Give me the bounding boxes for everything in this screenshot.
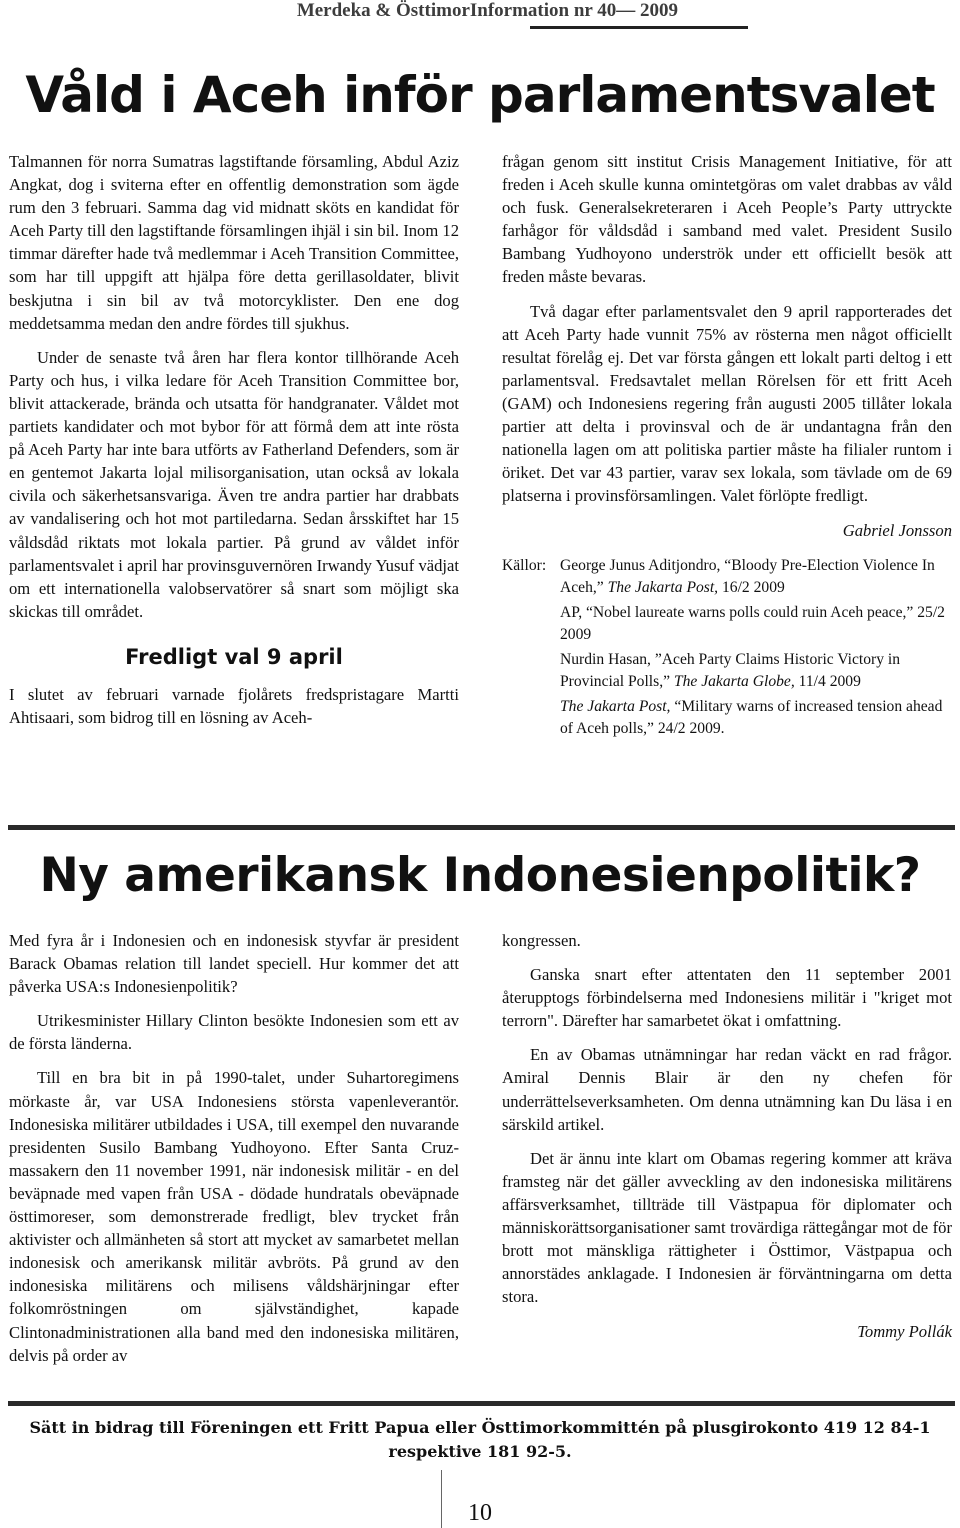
running-header [0, 0, 960, 26]
page-number: 10 [468, 1500, 492, 1526]
source-item: AP, “Nobel laureate warns polls could ruin Aceh peace,” 25/2 2009 [560, 603, 945, 643]
article1-author: Gabriel Jonsson [842, 521, 952, 541]
article2-paragraph: Utrikesminister Hillary Clinton besökte Indonesien som ett av de första länderna. [9, 1011, 459, 1054]
article2-paragraph: En av Obamas utnämningar har redan väckt en rad frågor. Amiral Dennis Blair är den ny chefen för underrättelseverksamheten. Om denna utnämning kan Du läsa i en särskild artikel. [502, 1045, 952, 1134]
source-item [560, 696, 952, 741]
article2-paragraph: Ganska snart efter attentaten den 11 september 2001 återupptogs förbindelserna med Indonesiens militär i "kriget mot terrorn". Därefter har samarbetet ökat i omfattning. [502, 965, 952, 1031]
article1-subheading: Fredligt val 9 april [125, 644, 343, 669]
article1-paragraph: Två dagar efter parlamentsvalet den 9 april rapporterades det att Aceh Party hade vunnit 75% av rösterna men något officiellt resultat förelåg ej. Det var första gången ett lokalt parti deltog i ett parlamentsval. Fredsavtalet mellan Rörelsen för ett fritt Aceh (GAM) och Indonesiens regering från augusti 2005 tillåter lokala partier att delta i provinsval och de är undantagna från den nationella lagen om att politiska partier måste ha filialer runtom i öriket. Det var 43 partier, varav sex lokala, som tävlade om de 69 platserna i provinsförsamlingen. Valet förlöpte fredligt. [502, 301, 952, 506]
source-text: Nurdin Hasan, ”Aceh Party Claims Historic Victory in Provincial Polls,” [560, 650, 901, 690]
article1-paragraph: Under de senaste två åren har flera kontor tillhörande Aceh Party och hus, i vilka ledare för Aceh Transition Committee bor, blivit attackerade, brända och utsatta för handgranater. Våldet mot partiets kandidater och mot bybor för att förmå dem att inte rösta på Aceh Party har inte bara utförts av Fatherland Defenders, som är en gentemot Jakarta lojal milisorganisation, utan också av lokala civila och säkerhetsansvariga. Även tre andra partier har drabbats av vandalisering och hot mot partiledarna. Sedan årsskiftet har 15 våldsdåd riktats mot lokala partier. På grund av våldet inför parlamentsvalet i april har provinsguvernören Irwandy Yusuf vädjat om ett internationella valobservatörer så snart som möjligt ska skickas till området. [9, 347, 459, 621]
article2-paragraph: kongressen. [502, 931, 581, 950]
article2-column-right [502, 929, 952, 1344]
section-divider [8, 1401, 955, 1406]
source-text: “Military warns of increased tension ahead of Aceh polls,” 24/2 2009. [560, 697, 943, 737]
sources-label: Källor: [502, 556, 547, 574]
footer-line: respektive 181 92-5. [388, 1442, 572, 1461]
article2-author: Tommy Pollák [857, 1322, 952, 1342]
source-publication: The Jakarta Globe, [673, 673, 795, 690]
article1-sources [502, 555, 952, 742]
article2-paragraph: Till en bra bit in på 1990-talet, under Suhartoregimens mörkaste år, var USA Indonesiens största vapenleverantör. Indonesiska militärer utbildades i USA, till exempel den nuvarande presidenten Susilo Bambang Yudhoyono. Efter Santa Cruz-massakern den 11 november 1991, när indonesisk militär - en del beväpnade med vapen från USA - dödade hundratals obeväpnade östtimoreser, som demonstrerade fredligt, blev trycket från aktivister och allmänheten så stort att mycket av samarbetet mellan indonesisk och amerikansk militär avbröts. På grund av den indonesiska militärens och milisens våldshärjningar efter folkomröstningen om självständighet, kapade Clintonadministrationen alla band med den indonesiska militären, delvis på order av [9, 1068, 459, 1365]
article1-title: Våld i Aceh inför parlamentsvalet [25, 66, 935, 124]
running-header-text: Merdeka & ÖsttimorInformation nr 40— 2009 [296, 0, 678, 21]
article2-paragraph: Det är ännu inte klart om Obamas regering kommer att kräva framsteg när det gäller avveckling av den indonesiska militärens affärsverksamhet, tillträde till Västpapua för diplomater och människorättsorganisationer samt trovärdiga rättegångar mot de för brott mot mänskliga rättigheter i Östtimor, Västpapua och annorstädes anklagade. I Indonesien är förväntningarna om detta stora. [502, 1148, 952, 1307]
source-item [560, 555, 952, 600]
article1-paragraph: frågan genom sitt institut Crisis Management Initiative, för att freden i Aceh skulle kunna omintetgöras om valet drabbas av våld och fusk. Generalsekreteraren i Aceh People’s Party uttryckte farhågor för våldsdåd i samband med valet. President Susilo Bambang Yudhoyono underströk under ett officiellt besök att freden måste bevaras. [502, 152, 952, 287]
source-publication: The Jakarta Post, [560, 697, 671, 715]
footer-notice [0, 1416, 960, 1464]
source-item [560, 649, 952, 694]
source-date: 11/4 2009 [794, 673, 861, 690]
article2-column-left [9, 929, 459, 1367]
footer-line: Sätt in bidrag till Föreningen ett Fritt Papua eller Östtimorkommittén på plusgirokonto 419 12 84-1 [29, 1418, 931, 1437]
source-date: 16/2 2009 [718, 579, 785, 596]
article1-paragraph: Talmannen för norra Sumatras lagstiftande församling, Abdul Aziz Angkat, dog i sviterna efter en offentlig demonstration som ägde rum den 3 februari. Samma dag vid midnatt sköts en kandidat för Aceh Party till den lagstiftande församlingen ihjäl i sin bil. Inom 12 timmar därefter hade två medlemmar i Aceh Transition Committee, som har till uppgift att hjälpa före detta gerillasoldater, blivit beskjutna i sin bil av två motorcyklister. Den ene dog meddetsamma medan den andre fördes till sjukhus. [9, 152, 459, 333]
header-rule [530, 26, 748, 29]
article1-column-right [502, 150, 952, 742]
article1-column-left [9, 150, 459, 729]
article1-paragraph: I slutet av februari varnade fjolårets fredspristagare Martti Ahtisaari, som bidrog till en lösning av Aceh- [9, 684, 459, 727]
source-publication: The Jakarta Post, [607, 579, 719, 596]
article2-title: Ny amerikansk Indonesienpolitik? [39, 848, 921, 903]
article2-paragraph: Med fyra år i Indonesien och en indonesisk styvfar är president Barack Obamas relation till landet speciell. Hur kommer det att påverka USA:s Indonesienpolitik? [9, 931, 459, 997]
section-divider [8, 825, 955, 830]
source-text: George Junus Aditjondro, “Bloody Pre-Election Violence In Aceh,” [560, 556, 935, 596]
